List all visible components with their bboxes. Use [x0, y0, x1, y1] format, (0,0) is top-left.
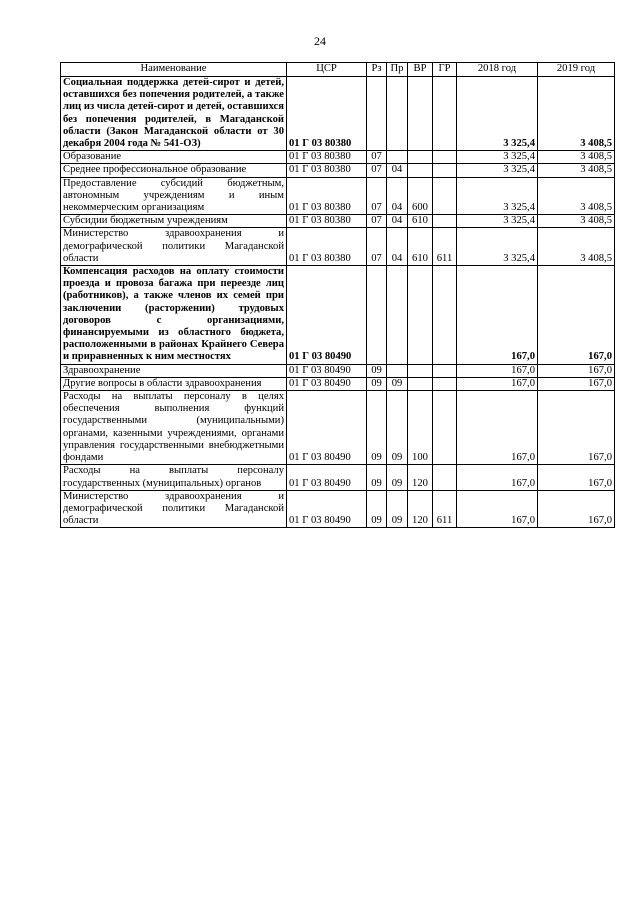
row-name: Другие вопросы в области здравоохранения — [61, 377, 287, 390]
row-2019: 167,0 — [538, 465, 615, 490]
row-2019: 3 408,5 — [538, 151, 615, 164]
row-vr — [408, 364, 433, 377]
row-csr: 01 Г 03 80490 — [287, 465, 367, 490]
row-2019: 3 408,5 — [538, 77, 615, 151]
table-row — [61, 391, 615, 465]
row-2019: 167,0 — [538, 364, 615, 377]
row-2018: 167,0 — [457, 490, 538, 528]
row-gr — [433, 77, 457, 151]
row-gr — [433, 391, 457, 465]
row-csr: 01 Г 03 80380 — [287, 177, 367, 215]
row-vr: 100 — [408, 391, 433, 465]
table-row — [61, 228, 615, 266]
row-2019: 167,0 — [538, 377, 615, 390]
header-rz: Рз — [367, 63, 387, 77]
row-name: Социальная поддержка детей-сирот и детей, оставшихся без попечения родителей, а также лиц из числа детей-сирот и детей, оставшихся без попечения родителей, в Магаданской области (Закон Магаданской области от 30 декабря 2004 года № 541-ОЗ) — [61, 77, 287, 151]
row-2018: 167,0 — [457, 391, 538, 465]
row-gr — [433, 465, 457, 490]
row-2019: 3 408,5 — [538, 228, 615, 266]
row-pr: 09 — [387, 377, 408, 390]
table-row — [61, 266, 615, 365]
row-2018: 167,0 — [457, 377, 538, 390]
row-2019: 167,0 — [538, 266, 615, 365]
header-2018: 2018 год — [457, 63, 538, 77]
row-csr: 01 Г 03 80380 — [287, 228, 367, 266]
table-row — [61, 490, 615, 528]
row-rz — [367, 266, 387, 365]
row-rz: 07 — [367, 164, 387, 177]
row-2019: 167,0 — [538, 391, 615, 465]
row-vr — [408, 77, 433, 151]
row-2019: 3 408,5 — [538, 215, 615, 228]
row-name: Среднее профессиональное образование — [61, 164, 287, 177]
header-gr: ГР — [433, 63, 457, 77]
table-row — [61, 465, 615, 490]
row-csr: 01 Г 03 80380 — [287, 164, 367, 177]
table-row — [61, 77, 615, 151]
row-rz: 07 — [367, 151, 387, 164]
table-row — [61, 364, 615, 377]
row-gr — [433, 364, 457, 377]
table-row — [61, 177, 615, 215]
row-pr: 09 — [387, 465, 408, 490]
row-rz: 09 — [367, 364, 387, 377]
row-2018: 3 325,4 — [457, 215, 538, 228]
row-csr: 01 Г 03 80380 — [287, 77, 367, 151]
row-pr — [387, 266, 408, 365]
row-pr: 09 — [387, 391, 408, 465]
row-csr: 01 Г 03 80490 — [287, 377, 367, 390]
row-csr: 01 Г 03 80490 — [287, 266, 367, 365]
row-gr — [433, 266, 457, 365]
row-2018: 167,0 — [457, 266, 538, 365]
row-gr — [433, 151, 457, 164]
header-pr: Пр — [387, 63, 408, 77]
row-rz: 07 — [367, 215, 387, 228]
row-gr: 611 — [433, 228, 457, 266]
row-rz: 09 — [367, 465, 387, 490]
row-name: Компенсация расходов на оплату стоимости проезда и провоза багажа при переезде лиц (работников), а также членов их семей при заключении (расторжении) трудовых договоров с организациями, финансируемыми из областного бюджета, расположенными в районах Крайнего Севера и приравненных к ним местностях — [61, 266, 287, 365]
row-pr: 04 — [387, 215, 408, 228]
row-name: Министерство здравоохранения и демографической политики Магаданской области — [61, 228, 287, 266]
row-2019: 3 408,5 — [538, 177, 615, 215]
row-2019: 3 408,5 — [538, 164, 615, 177]
row-2019: 167,0 — [538, 490, 615, 528]
row-2018: 167,0 — [457, 465, 538, 490]
row-gr — [433, 164, 457, 177]
row-rz: 07 — [367, 228, 387, 266]
table-row — [61, 377, 615, 390]
row-vr: 610 — [408, 215, 433, 228]
row-vr: 610 — [408, 228, 433, 266]
row-csr: 01 Г 03 80490 — [287, 490, 367, 528]
row-rz: 09 — [367, 377, 387, 390]
header-vr: ВР — [408, 63, 433, 77]
row-name: Здравоохранение — [61, 364, 287, 377]
row-pr — [387, 364, 408, 377]
row-vr — [408, 164, 433, 177]
row-2018: 3 325,4 — [457, 151, 538, 164]
row-rz — [367, 77, 387, 151]
row-name: Расходы на выплаты персоналу государственных (муниципальных) органов — [61, 465, 287, 490]
row-pr — [387, 151, 408, 164]
row-csr: 01 Г 03 80380 — [287, 151, 367, 164]
row-vr — [408, 377, 433, 390]
header-2019: 2019 год — [538, 63, 615, 77]
row-gr — [433, 177, 457, 215]
row-rz: 09 — [367, 490, 387, 528]
header-csr: ЦСР — [287, 63, 367, 77]
table-row — [61, 151, 615, 164]
row-2018: 3 325,4 — [457, 164, 538, 177]
row-name: Субсидии бюджетным учреждениям — [61, 215, 287, 228]
budget-table — [60, 62, 615, 528]
row-vr: 120 — [408, 465, 433, 490]
header-row — [61, 63, 615, 77]
row-csr: 01 Г 03 80380 — [287, 215, 367, 228]
row-rz: 07 — [367, 177, 387, 215]
row-csr: 01 Г 03 80490 — [287, 364, 367, 377]
row-2018: 3 325,4 — [457, 177, 538, 215]
row-name: Предоставление субсидий бюджетным, автономным учреждениям и иным некоммерческим организациям — [61, 177, 287, 215]
table-row — [61, 215, 615, 228]
row-pr: 04 — [387, 177, 408, 215]
row-2018: 167,0 — [457, 364, 538, 377]
row-rz: 09 — [367, 391, 387, 465]
row-gr: 611 — [433, 490, 457, 528]
row-vr: 600 — [408, 177, 433, 215]
header-name: Наименование — [61, 63, 287, 77]
row-vr — [408, 151, 433, 164]
row-2018: 3 325,4 — [457, 228, 538, 266]
row-pr — [387, 77, 408, 151]
row-pr: 09 — [387, 490, 408, 528]
row-gr — [433, 377, 457, 390]
row-gr — [433, 215, 457, 228]
row-name: Министерство здравоохранения и демографической политики Магаданской области — [61, 490, 287, 528]
row-csr: 01 Г 03 80490 — [287, 391, 367, 465]
page-number: 24 — [314, 34, 326, 48]
row-pr: 04 — [387, 228, 408, 266]
row-name: Образование — [61, 151, 287, 164]
row-vr: 120 — [408, 490, 433, 528]
row-vr — [408, 266, 433, 365]
row-name: Расходы на выплаты персоналу в целях обеспечения выполнения функций государственными (муниципальными) органами, казенными учреждениями, органами управления государственными внебюджетными фондами — [61, 391, 287, 465]
table-row — [61, 164, 615, 177]
row-pr: 04 — [387, 164, 408, 177]
row-2018: 3 325,4 — [457, 77, 538, 151]
